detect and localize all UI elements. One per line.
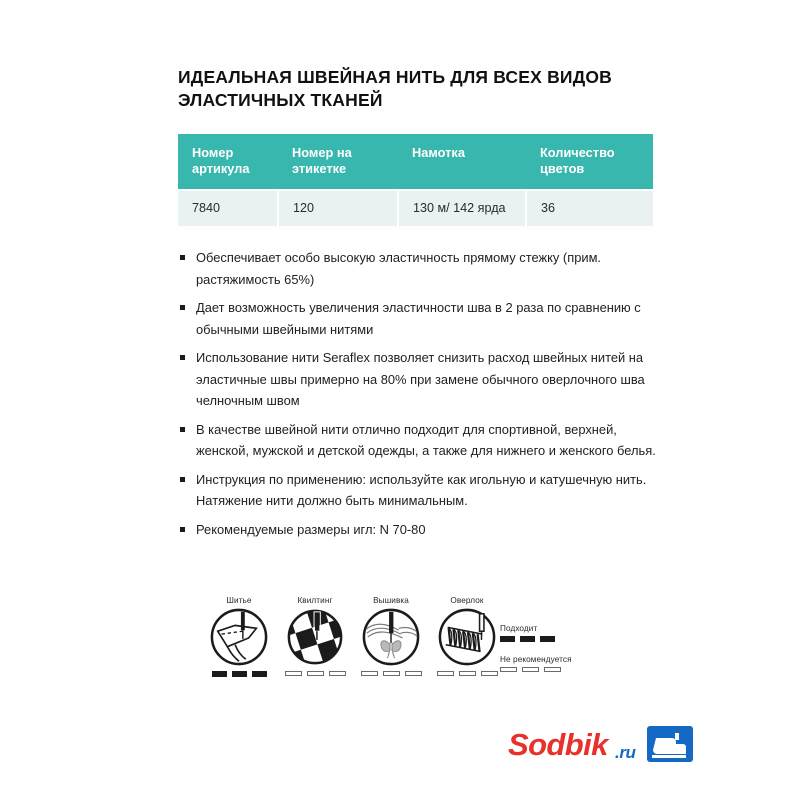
legend (500, 624, 670, 685)
table-header-article-number: Номер артикула (178, 134, 278, 190)
sewing-machine-icon (646, 722, 694, 766)
spec-table (178, 134, 653, 226)
suitability-bar (307, 671, 324, 676)
legend-item-suitable (500, 624, 670, 642)
suitability-bars (281, 671, 349, 676)
legend-bars-hollow (500, 667, 670, 672)
legend-label: Подходит (500, 624, 538, 633)
embroidery-icon (362, 608, 420, 666)
bullet-square-icon (180, 477, 185, 482)
list-item (178, 247, 656, 290)
application-embroidery (357, 596, 425, 676)
application-label: Шитье (226, 596, 252, 605)
legend-bar (500, 667, 517, 672)
bullet-square-icon (180, 427, 185, 432)
application-label: Оверлок (450, 596, 484, 605)
application-label: Вышивка (373, 596, 409, 605)
table-header-winding: Намотка (398, 134, 526, 190)
application-label: Квилтинг (297, 596, 333, 605)
suitability-bar (212, 671, 227, 677)
application-sewing (205, 596, 273, 677)
legend-bar (544, 667, 561, 672)
list-item-text: Обеспечивает особо высокую эластичность прямому стежку (прим. растяжимость 65%) (196, 250, 602, 287)
quilting-icon (286, 608, 344, 666)
suitability-bar (383, 671, 400, 676)
legend-bars-filled (500, 636, 670, 642)
suitability-bar (481, 671, 498, 676)
suitability-bar (232, 671, 247, 677)
list-item (178, 347, 656, 412)
bullet-square-icon (180, 527, 185, 532)
list-item-text: Инструкция по применению: используйте как игольную и катушечную нить. Натяжение нити должно быть минимальным. (196, 471, 647, 508)
suitability-bars (205, 671, 273, 677)
suitability-bar (405, 671, 422, 676)
list-item-text: В качестве швейной нити отлично подходит для спортивной, верхней, женской, мужской и детской одежды, а также для нижнего и женского белья. (196, 421, 656, 458)
list-item (178, 469, 656, 512)
legend-label: Не рекомендуется (500, 655, 572, 664)
legend-bar (520, 636, 535, 642)
table-cell-article-number: 7840 (178, 190, 278, 226)
suitability-bar (437, 671, 454, 676)
application-quilting (281, 596, 349, 676)
sewing-icon (210, 608, 268, 666)
application-overlock (433, 596, 501, 676)
legend-bar (540, 636, 555, 642)
suitability-bar (285, 671, 302, 676)
overlock-icon (438, 608, 496, 666)
list-item-text: Дает возможность увеличения эластичности шва в 2 раза по сравнению с обычными швейными нитями (196, 300, 641, 337)
suitability-bar (459, 671, 476, 676)
bullet-square-icon (180, 255, 185, 260)
list-item (178, 297, 656, 340)
application-icon-row (205, 596, 484, 691)
logo-domain: .ru (615, 743, 636, 762)
suitability-bar (361, 671, 378, 676)
bullet-square-icon (180, 305, 185, 310)
suitability-bars (433, 671, 501, 676)
bullet-square-icon (180, 355, 185, 360)
table-header-row (178, 134, 653, 190)
table-cell-color-count: 36 (526, 190, 653, 226)
logo-wordmark: Sodbik (508, 727, 608, 762)
list-item (178, 519, 656, 541)
table-row (178, 190, 653, 226)
legend-bar (500, 636, 515, 642)
feature-list (178, 247, 656, 547)
suitability-bars (357, 671, 425, 676)
list-item (178, 419, 656, 462)
list-item-text: Рекомендуемые размеры игл: N 70-80 (196, 521, 426, 537)
page-title: ИДЕАЛЬНАЯ ШВЕЙНАЯ НИТЬ ДЛЯ ВСЕХ ВИДОВ ЭЛАСТИЧНЫХ ТКАНЕЙ (178, 67, 613, 110)
table-cell-label-number: 120 (278, 190, 398, 226)
list-item-text: Использование нити Seraflex позволяет снизить расход швейных нитей на эластичные швы примерно на 80% при замене обычного оверлочного шва челночным швом (196, 350, 645, 408)
legend-item-not-recommended (500, 655, 670, 672)
suitability-bar (329, 671, 346, 676)
legend-bar (522, 667, 539, 672)
table-header-color-count: Количество цветов (526, 134, 653, 190)
suitability-bar (252, 671, 267, 677)
table-cell-winding: 130 м/ 142 ярда (398, 190, 526, 226)
logo[interactable] (508, 722, 693, 774)
table-header-label-number: Номер на этикетке (278, 134, 398, 190)
